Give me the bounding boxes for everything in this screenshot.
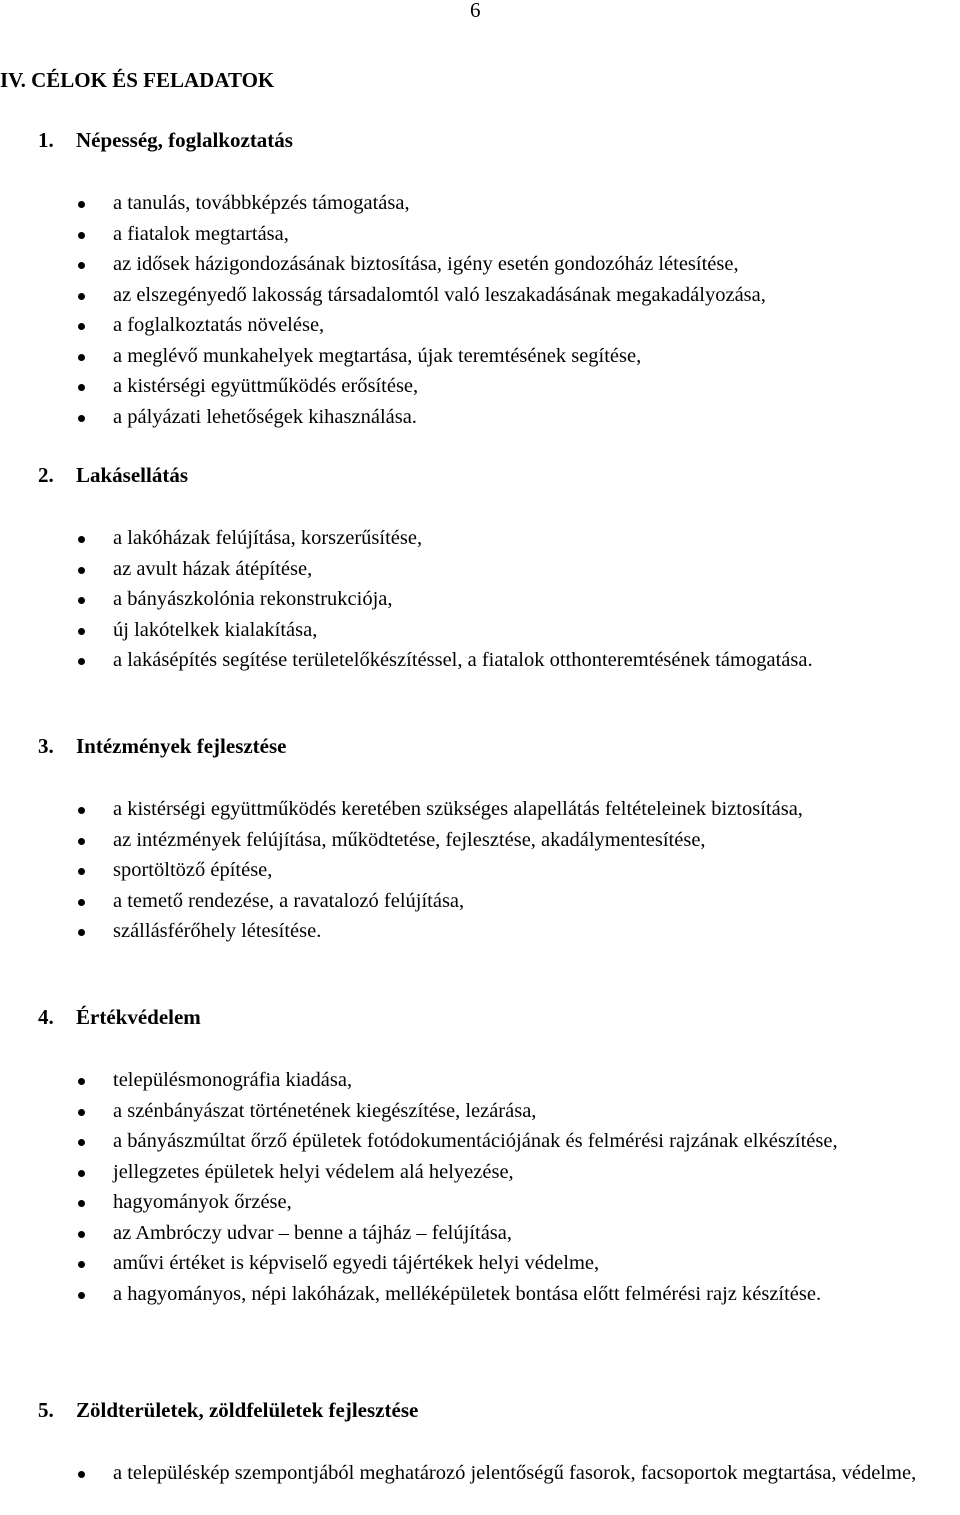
list-item: hagyományok őrzése, <box>0 1187 960 1218</box>
section-heading <box>0 463 960 493</box>
section-list <box>0 188 960 432</box>
list-item: sportöltöző építése, <box>0 855 960 886</box>
list-item: a kistérségi együttműködés keretében szükséges alapellátás feltételeinek biztosítása, <box>0 794 960 825</box>
section-list <box>0 794 960 947</box>
bullet-icon <box>78 1170 85 1177</box>
list-item: aművi értéket is képviselő egyedi tájértékek helyi védelme, <box>0 1248 960 1279</box>
bullet-icon <box>78 929 85 936</box>
section-list <box>0 1458 960 1489</box>
section-title: Népesség, foglalkoztatás <box>76 128 293 152</box>
bullet-icon <box>78 1109 85 1116</box>
list-item: új lakótelkek kialakítása, <box>0 615 960 646</box>
list-item: az intézmények felújítása, működtetése, fejlesztése, akadálymentesítése, <box>0 825 960 856</box>
list-item: az avult házak átépítése, <box>0 554 960 585</box>
section-number: 4. <box>38 1005 54 1029</box>
section-title: Lakásellátás <box>76 463 189 487</box>
bullet-icon <box>78 384 85 391</box>
list-item: a kistérségi együttműködés erősítése, <box>0 371 960 402</box>
list-item: szállásférőhely létesítése. <box>0 916 960 947</box>
bullet-icon <box>78 658 85 665</box>
section-number: 5. <box>38 1398 54 1422</box>
list-item: a lakóházak felújítása, korszerűsítése, <box>0 523 960 554</box>
section-heading <box>0 1005 960 1035</box>
section-number: 3. <box>38 734 54 758</box>
section-list <box>0 1065 960 1309</box>
list-item: a foglalkoztatás növelése, <box>0 310 960 341</box>
list-item: a pályázati lehetőségek kihasználása. <box>0 402 960 433</box>
bullet-icon <box>78 1292 85 1299</box>
bullet-icon <box>78 262 85 269</box>
section-number: 2. <box>38 463 54 487</box>
list-item: a tanulás, továbbképzés támogatása, <box>0 188 960 219</box>
bullet-icon <box>78 1139 85 1146</box>
bullet-icon <box>78 868 85 875</box>
list-item: a hagyományos, népi lakóházak, melléképületek bontása előtt felmérési rajz készítése. <box>0 1279 960 1310</box>
list-item: az idősek házigondozásának biztosítása, igény esetén gondozóház létesítése, <box>0 249 960 280</box>
section-title: Intézmények fejlesztése <box>76 734 287 758</box>
section-3 <box>0 734 960 947</box>
bullet-icon <box>78 597 85 604</box>
section-heading <box>0 128 960 158</box>
list-item: jellegzetes épületek helyi védelem alá helyezése, <box>0 1157 960 1188</box>
page-number: 6 <box>470 0 481 22</box>
bullet-icon <box>78 628 85 635</box>
list-item: a fiatalok megtartása, <box>0 219 960 250</box>
bullet-icon <box>78 1231 85 1238</box>
list-item: a bányászmúltat őrző épületek fotódokumentációjának és felmérési rajzának elkészítése, <box>0 1126 960 1157</box>
bullet-icon <box>78 536 85 543</box>
section-4 <box>0 1005 960 1309</box>
bullet-icon <box>78 1261 85 1268</box>
bullet-icon <box>78 201 85 208</box>
bullet-icon <box>78 807 85 814</box>
bullet-icon <box>78 1200 85 1207</box>
bullet-icon <box>78 899 85 906</box>
list-item: a lakásépítés segítése területelőkészítéssel, a fiatalok otthonteremtésének támogatása. <box>0 645 960 676</box>
bullet-icon <box>78 232 85 239</box>
list-item: a szénbányászat történetének kiegészítése, lezárása, <box>0 1096 960 1127</box>
bullet-icon <box>78 1078 85 1085</box>
bullet-icon <box>78 293 85 300</box>
bullet-icon <box>78 838 85 845</box>
section-1 <box>0 128 960 432</box>
section-heading <box>0 734 960 764</box>
section-2 <box>0 463 960 676</box>
section-5 <box>0 1398 960 1489</box>
list-item: az elszegényedő lakosság társadalomtól való leszakadásának megakadályozása, <box>0 280 960 311</box>
list-item: a településkép szempontjából meghatározó jelentőségű fasorok, facsoportok megtartása, védelme, <box>0 1458 960 1489</box>
chapter-title: IV. CÉLOK ÉS FELADATOK <box>0 68 275 92</box>
bullet-icon <box>78 415 85 422</box>
bullet-icon <box>78 1471 85 1478</box>
list-item: az Ambróczy udvar – benne a tájház – felújítása, <box>0 1218 960 1249</box>
section-title: Zöldterületek, zöldfelületek fejlesztése <box>76 1398 419 1422</box>
section-number: 1. <box>38 128 54 152</box>
bullet-icon <box>78 567 85 574</box>
list-item: a meglévő munkahelyek megtartása, újak teremtésének segítése, <box>0 341 960 372</box>
section-title: Értékvédelem <box>76 1005 201 1029</box>
section-heading <box>0 1398 960 1428</box>
list-item: a temető rendezése, a ravatalozó felújítása, <box>0 886 960 917</box>
list-item: a bányászkolónia rekonstrukciója, <box>0 584 960 615</box>
bullet-icon <box>78 354 85 361</box>
bullet-icon <box>78 323 85 330</box>
section-list <box>0 523 960 676</box>
list-item: településmonográfia kiadása, <box>0 1065 960 1096</box>
